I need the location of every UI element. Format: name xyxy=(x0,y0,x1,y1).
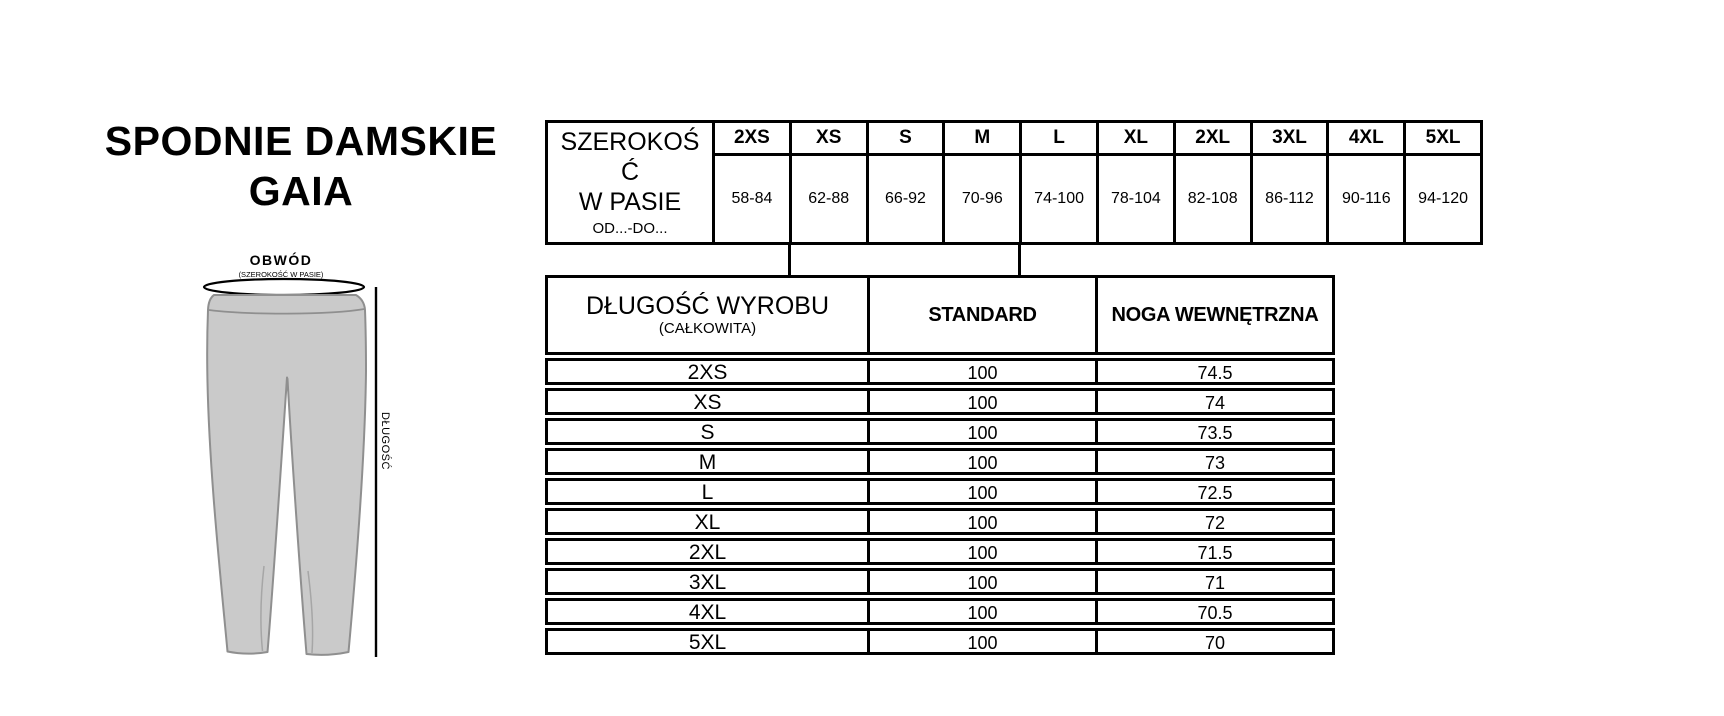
length-row-size: 4XL xyxy=(688,601,727,624)
waistband-ellipse xyxy=(204,279,364,295)
length-row-standard: 100 xyxy=(867,511,1095,535)
waist-range-cell: 70-96 xyxy=(942,153,1019,242)
size-header-cell: 4XL xyxy=(1326,123,1403,153)
length-row-standard: 100 xyxy=(867,421,1095,445)
length-header-title: DŁUGOŚĆ WYROBU xyxy=(585,292,830,320)
length-header-subtitle: (CAŁKOWITA) xyxy=(658,320,757,337)
length-row-size: M xyxy=(698,451,717,474)
waist-range-cell: 66-92 xyxy=(866,153,943,242)
length-row-inner-leg: 71.5 xyxy=(1095,541,1332,565)
length-row-size: 3XL xyxy=(688,571,727,594)
waist-measure-label: OBWÓD xyxy=(249,252,313,268)
length-row-standard: 100 xyxy=(867,391,1095,415)
length-row-inner-leg: 74 xyxy=(1095,391,1332,415)
length-row-size: S xyxy=(700,421,715,444)
page-title xyxy=(60,116,542,216)
size-header-cell: 2XS xyxy=(712,123,789,153)
length-table-row xyxy=(545,628,1335,655)
waist-range-cell: 90-116 xyxy=(1326,153,1403,242)
length-row-inner-leg: 74.5 xyxy=(1095,361,1332,385)
table-connector-line xyxy=(1018,244,1021,276)
waist-range-cell: 62-88 xyxy=(789,153,866,242)
length-table-row xyxy=(545,388,1335,415)
size-header-cell: L xyxy=(1019,123,1096,153)
waist-header-line: SZEROKOŚ xyxy=(560,128,700,156)
length-row-standard: 100 xyxy=(867,451,1095,475)
pants-outline xyxy=(207,295,366,655)
size-header-cell: XL xyxy=(1096,123,1173,153)
waist-range-cell: 78-104 xyxy=(1096,153,1173,242)
waist-range-cell: 74-100 xyxy=(1019,153,1096,242)
length-table-row xyxy=(545,598,1335,625)
length-row-inner-leg: 73 xyxy=(1095,451,1332,475)
length-table-row xyxy=(545,568,1335,595)
size-header-cell: 3XL xyxy=(1250,123,1327,153)
length-table-row xyxy=(545,478,1335,505)
table-connector-line xyxy=(788,244,791,276)
length-row-inner-leg: 70 xyxy=(1095,631,1332,655)
waist-table-header-cell xyxy=(548,123,712,242)
waist-range-cell: 94-120 xyxy=(1403,153,1480,242)
length-row-inner-leg: 72 xyxy=(1095,511,1332,535)
waist-range-cell: 86-112 xyxy=(1250,153,1327,242)
pants-diagram xyxy=(148,236,408,661)
length-table-row xyxy=(545,448,1335,475)
length-row-size: L xyxy=(701,481,714,504)
length-row-standard: 100 xyxy=(867,361,1095,385)
length-row-size: 2XS xyxy=(687,361,728,384)
length-table-row xyxy=(545,508,1335,535)
waist-header-line: Ć xyxy=(620,158,640,186)
inner-leg-header-cell: NOGA WEWNĘTRZNA xyxy=(1095,278,1332,352)
waist-header-line: OD...-DO... xyxy=(592,220,668,237)
waist-width-table xyxy=(545,120,1483,245)
length-row-size: 5XL xyxy=(688,631,727,654)
length-row-inner-leg: 72.5 xyxy=(1095,481,1332,505)
length-row-size: XS xyxy=(693,391,722,414)
page-title-line1: SPODNIE DAMSKIE xyxy=(104,118,498,164)
size-header-cell: S xyxy=(866,123,943,153)
size-header-cell: XS xyxy=(789,123,866,153)
product-length-table xyxy=(545,275,1335,655)
waist-measure-sublabel: (SZEROKOŚĆ W PASIE) xyxy=(238,270,324,279)
size-header-cell: M xyxy=(942,123,1019,153)
length-row-size: XL xyxy=(694,511,721,534)
size-header-cell: 2XL xyxy=(1173,123,1250,153)
length-table-row xyxy=(545,538,1335,565)
standard-header-cell: STANDARD xyxy=(867,278,1095,352)
length-row-standard: 100 xyxy=(867,541,1095,565)
length-row-inner-leg: 70.5 xyxy=(1095,601,1332,625)
length-row-inner-leg: 71 xyxy=(1095,571,1332,595)
waist-header-line: W PASIE xyxy=(578,188,682,216)
length-row-standard: 100 xyxy=(867,481,1095,505)
length-row-standard: 100 xyxy=(867,601,1095,625)
length-row-inner-leg: 73.5 xyxy=(1095,421,1332,445)
length-table-header-row xyxy=(545,275,1335,355)
size-header-cell: 5XL xyxy=(1403,123,1480,153)
waist-range-cell: 82-108 xyxy=(1173,153,1250,242)
length-table-row xyxy=(545,418,1335,445)
length-measure-label: DŁUGOŚĆ xyxy=(379,412,391,470)
length-row-standard: 100 xyxy=(867,631,1095,655)
length-header-cell xyxy=(548,278,867,352)
length-table-row xyxy=(545,358,1335,385)
length-row-standard: 100 xyxy=(867,571,1095,595)
length-row-size: 2XL xyxy=(688,541,727,564)
page-title-line2: GAIA xyxy=(248,168,354,214)
waist-range-cell: 58-84 xyxy=(712,153,789,242)
